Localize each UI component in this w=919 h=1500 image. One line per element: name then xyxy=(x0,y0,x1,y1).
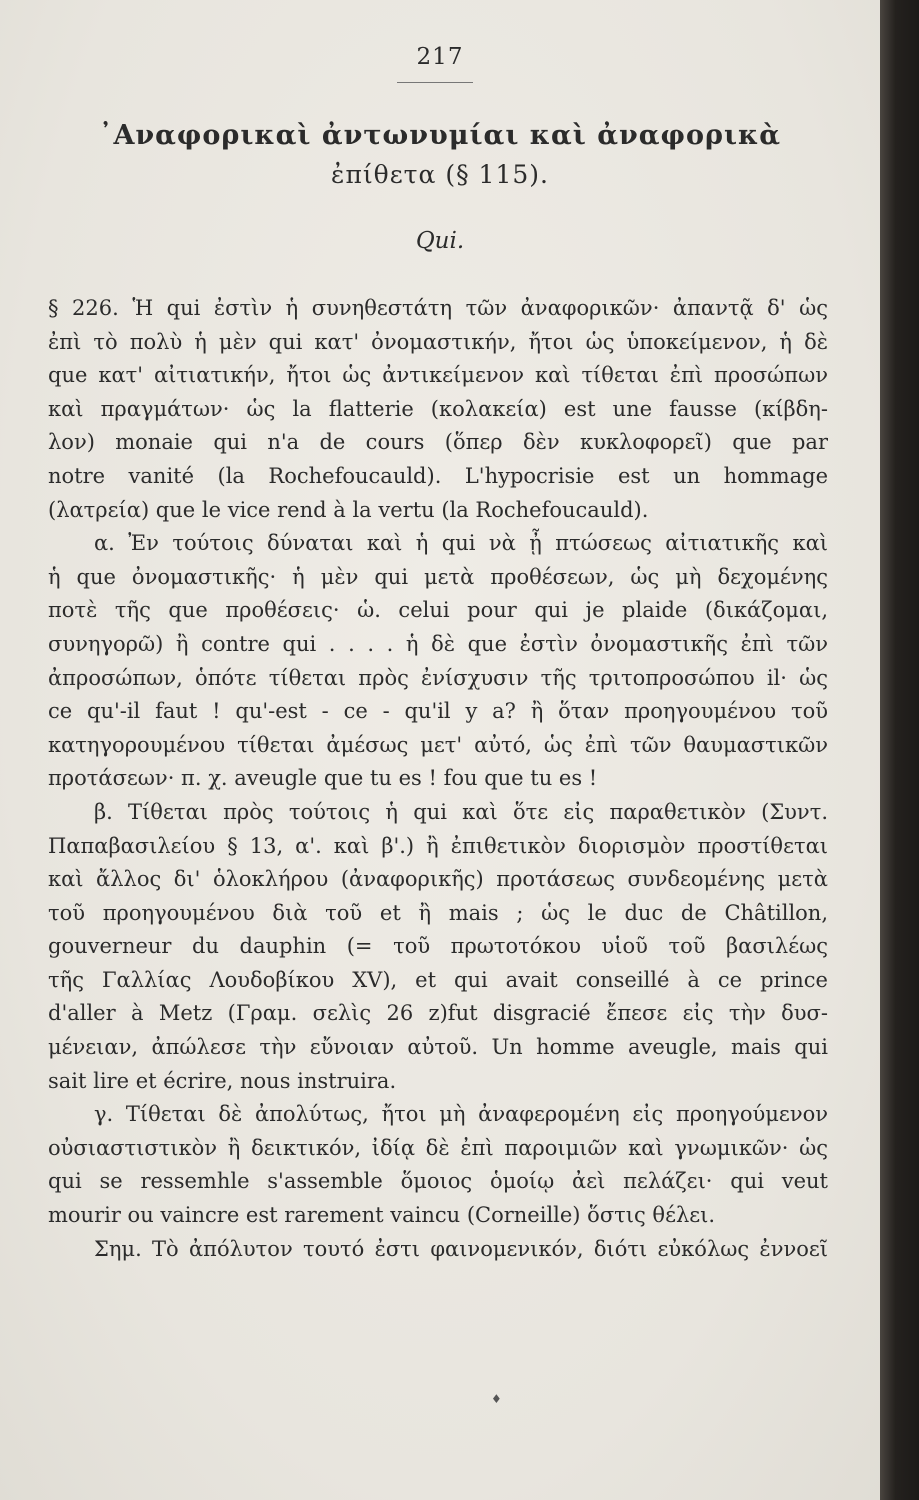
text-line: ἀπροσώπων, ὁπότε τίθεται πρὸς ἐνίσχυσιν τῆς τριτοπροσώπου il· ὡς xyxy=(48,665,828,690)
text-line: que κατ' αἰτιατικήν, ἤτοι ὡς ἀντικείμενον καὶ τίθεται ἐπὶ προσώπων xyxy=(48,363,828,388)
text-line: (λατρεία) que le vice rend à la vertu (la Rochefoucauld). xyxy=(48,497,649,522)
text-line: notre vanité (la Rochefoucauld). L'hypocrisie est un hommage xyxy=(48,463,828,488)
text-line: ἐπὶ τὸ πολὺ ἡ μὲν qui κατ' ὀνομαστικήν, ἤτοι ὡς ὑποκείμενον, ἡ δὲ xyxy=(48,329,828,354)
text-line: κατηγορουμένου τίθεται ἀμέσως μετ' αὐτό, ὡς ἐπὶ τῶν θαυμαστικῶν xyxy=(48,732,828,757)
text-line: ce qu'-il faut ! qu'-est - ce - qu'il y a? ἢ ὅταν προηγουμένου τοῦ xyxy=(48,699,828,724)
body-text xyxy=(48,292,828,1266)
text-line: β. Τίθεται πρὸς τούτοις ἡ qui καὶ ὅτε εἰς παραθετικὸν (Συντ. xyxy=(94,799,828,824)
stray-ink-mark: ♦ xyxy=(491,1392,502,1406)
page-number-rule xyxy=(397,82,473,83)
section-title-line-1: ᾿Αναφορικαὶ ἀντωνυμίαι καὶ ἀναφορικὰ xyxy=(98,120,782,151)
text-line: προτάσεων· π. χ. aveugle que tu es ! fou que tu es ! xyxy=(48,766,598,791)
text-line: οὐσιαστιστικὸν ἢ δεικτικόν, ἰδίᾳ δὲ ἐπὶ παροιμιῶν καὶ γνωμικῶν· ὡς xyxy=(48,1135,828,1160)
text-line: α. Ἐν τούτοις δύναται καὶ ἡ qui νὰ ᾖ πτώσεως αἰτιατικῆς καὶ xyxy=(94,531,828,556)
text-line: § 226. Ἡ qui ἐστὶν ἡ συνηθεστάτη τῶν ἀναφορικῶν· ἀπαντᾷ δ' ὡς xyxy=(48,296,828,320)
text-line: gouverneur du dauphin (= τοῦ πρωτοτόκου υἱοῦ τοῦ βασιλέως xyxy=(48,934,828,959)
text-line: qui se ressemhle s'assemble ὅμοιος ὁμοίῳ ἀεὶ πελάζει· qui veut xyxy=(48,1169,828,1194)
text-line: καὶ πραγμάτων· ὡς la flatterie (κολακεία) est une fausse (κίβδη- xyxy=(48,396,828,421)
text-line: συνηγορῶ) ἢ contre qui . . . . ἡ δὲ que ἐστὶν ὀνομαστικῆς ἐπὶ τῶν xyxy=(48,631,828,656)
text-line: καὶ ἄλλος δι' ὁλοκλήρου (ἀναφορικῆς) προτάσεως συνδεομένης μετὰ xyxy=(48,867,828,892)
text-line: τῆς Γαλλίας Λουδοβίκου XV), et qui avait conseillé à ce prince xyxy=(48,967,828,992)
page-number: 217 xyxy=(416,44,464,70)
text-line: τοῦ προηγουμένου διὰ τοῦ et ἢ mais ; ὡς le duc de Châtillon, xyxy=(48,900,828,925)
section-title-line-2: ἐπίθετα (§ 115). xyxy=(331,160,549,189)
text-line: μένειαν, ἀπώλεσε τὴν εὔνοιαν αὐτοῦ. Un homme aveugle, mais qui xyxy=(48,1035,828,1060)
note-line: Σημ. Τὸ ἀπόλυτον τουτό ἐστι φαινομενικόν, διότι εὐκόλως ἐννοεῖ xyxy=(94,1236,828,1261)
text-line: Παπαβασιλείου § 13, α'. καὶ β'.) ἢ ἐπιθετικὸν διορισμὸν προστίθεται xyxy=(48,833,828,858)
text-line: mourir ou vaincre est rarement vaincu (Corneille) ὅστις θέλει. xyxy=(48,1203,716,1228)
text-line: ἡ que ὀνομαστικῆς· ἡ μὲν qui μετὰ προθέσεων, ὡς μὴ δεχομένης xyxy=(48,564,828,589)
text-line: γ. Τίθεται δὲ ἀπολύτως, ἤτοι μὴ ἀναφερομένη εἰς προηγούμενον xyxy=(94,1102,828,1127)
subsection-heading: Qui. xyxy=(415,228,465,254)
text-line: d'aller à Metz (Γραμ. σελὶς 26 z)fut disgracié ἔπεσε εἰς τὴν δυσ- xyxy=(48,1001,828,1026)
text-line: λον) monaie qui n'a de cours (ὅπερ δὲν κυκλοφορεῖ) que par xyxy=(48,430,828,455)
text-line: sait lire et écrire, nous instruira. xyxy=(48,1068,397,1093)
text-line: ποτὲ τῆς que προθέσεις· ὡ. celui pour qui je plaide (δικάζομαι, xyxy=(48,598,828,623)
page-edge-shadow xyxy=(880,0,919,1500)
